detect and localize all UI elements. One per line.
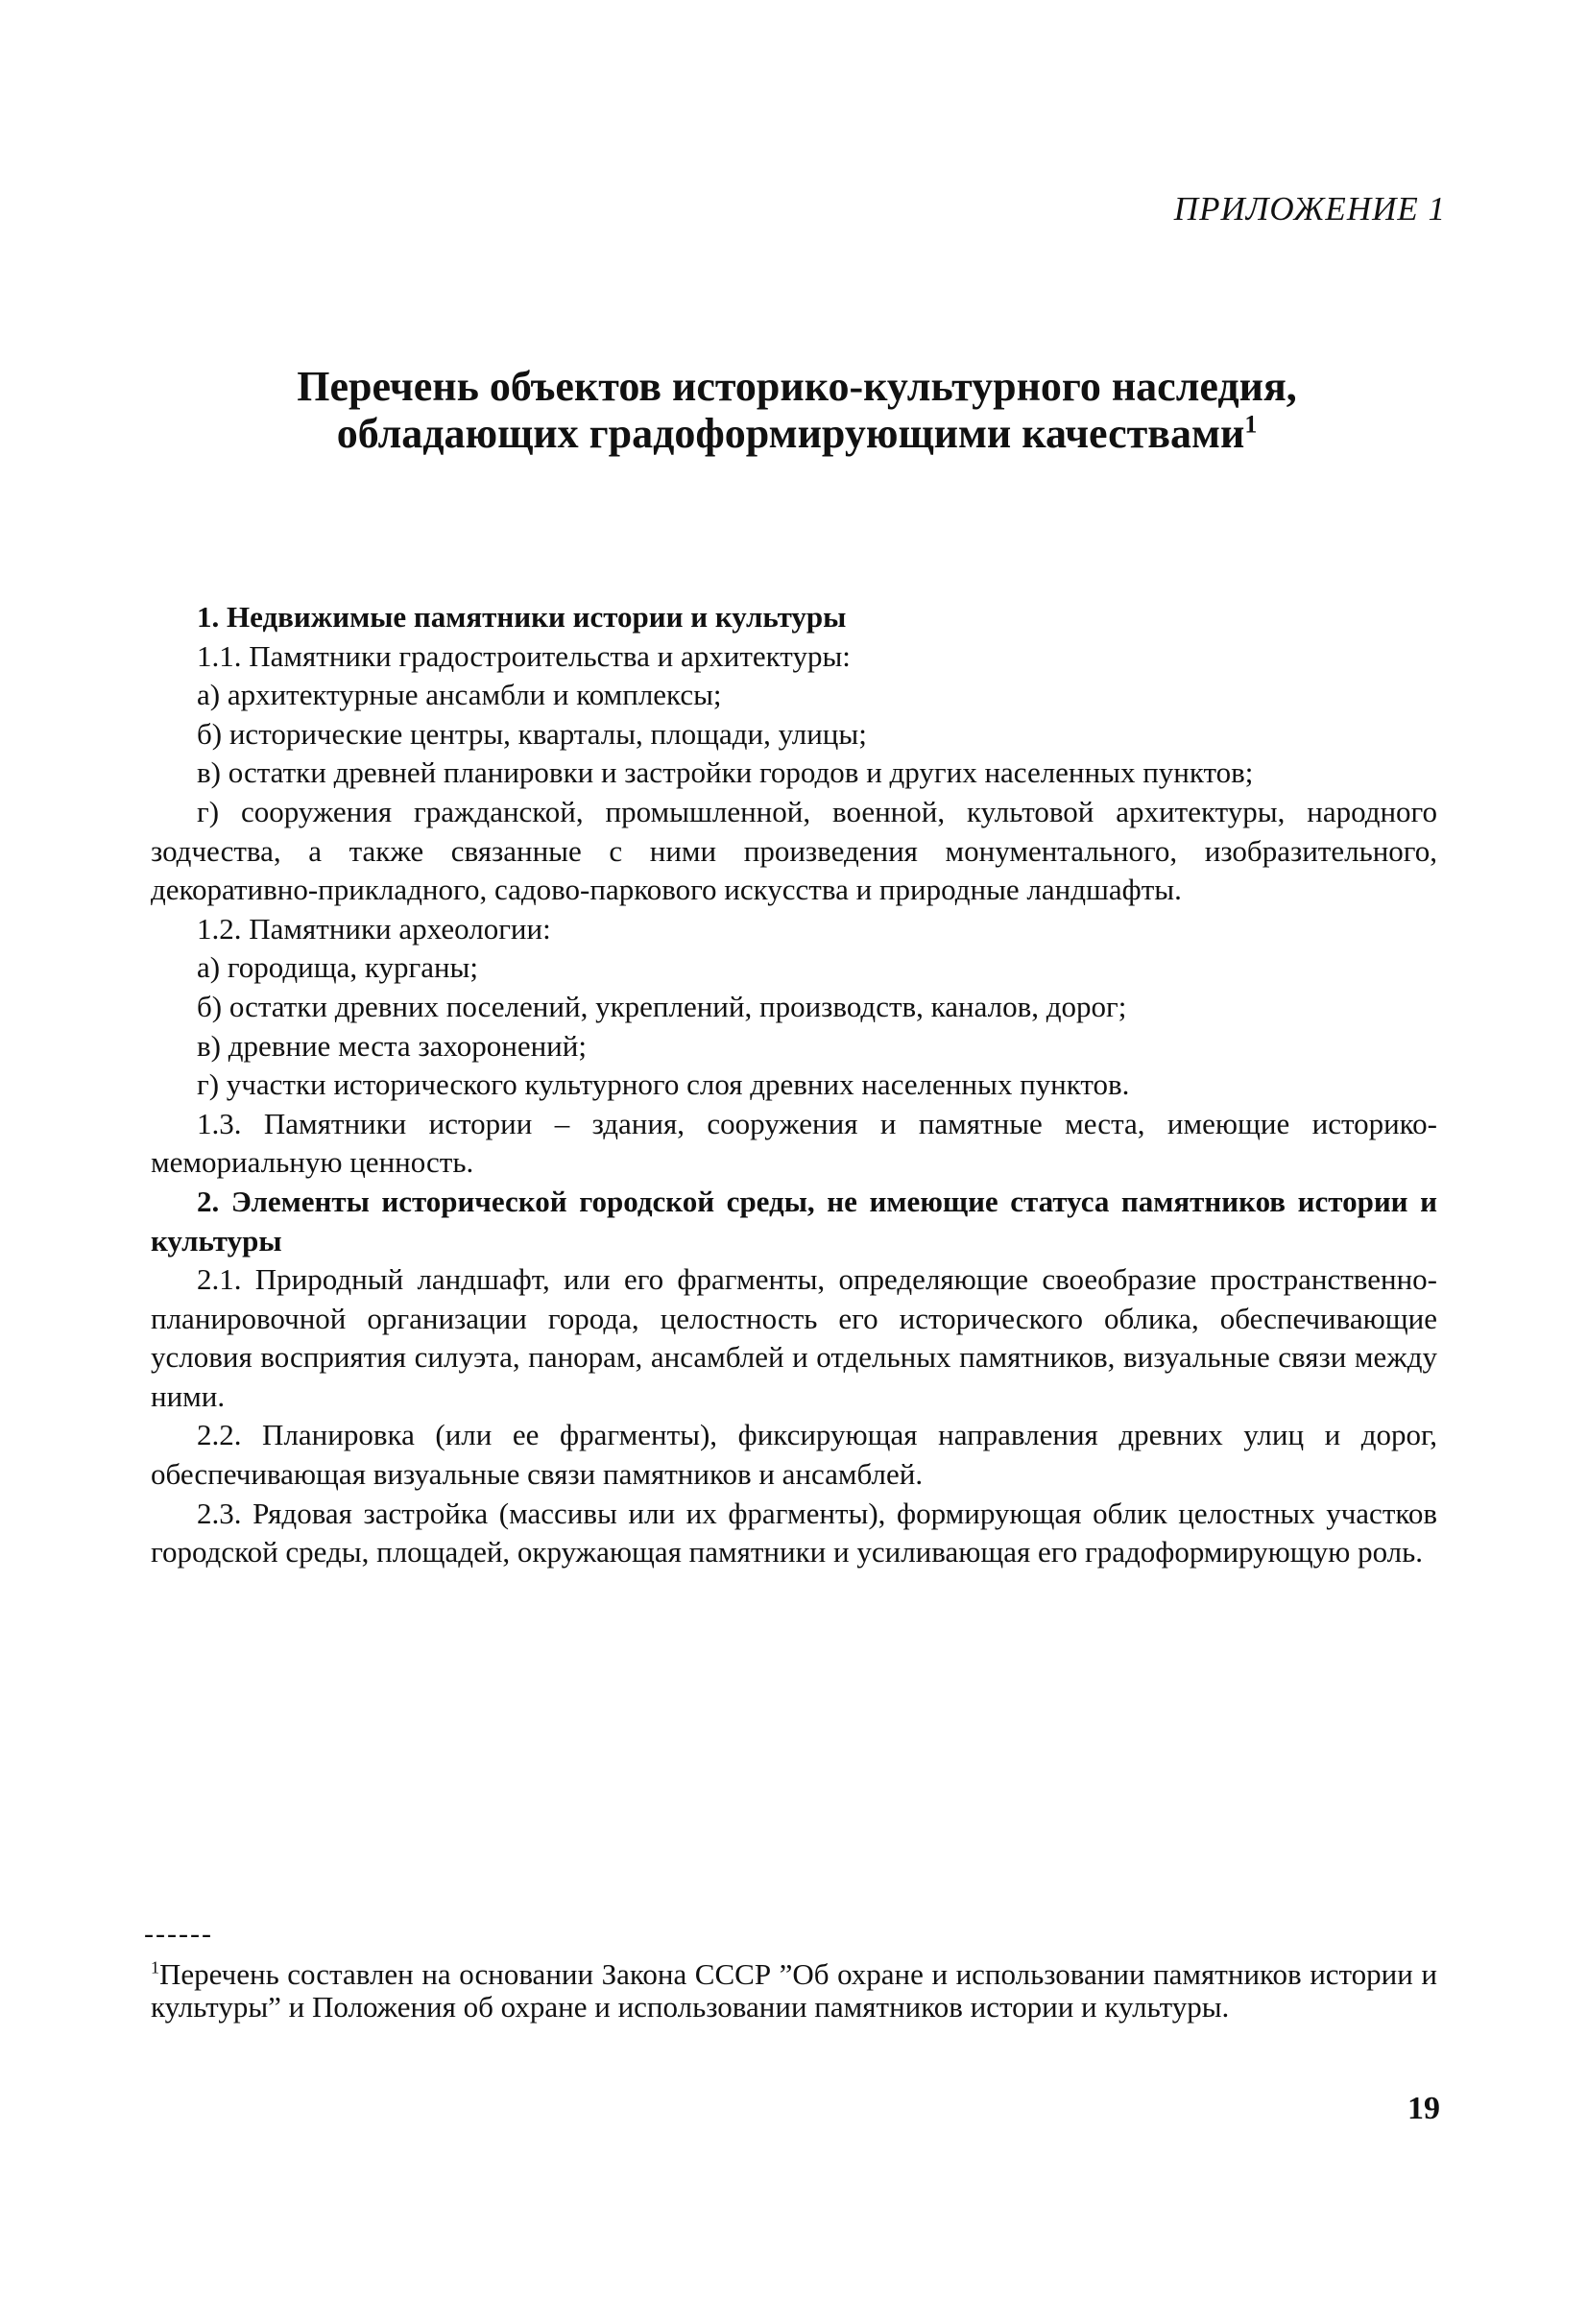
list-item: г) участки исторического культурного слоя древних населенных пунктов.: [197, 1067, 1130, 1102]
list-item: в) остатки древней планировки и застройки городов и других населенных пунктов;: [197, 755, 1254, 790]
footnote-mark: 1: [151, 1957, 159, 1977]
list-item: 2.3. Рядовая застройка (массивы или их фрагменты), формирующая облик целостных участков городской среды, площадей, окружающая памятники и усиливающая его градоформирующую роль.: [151, 1496, 1437, 1569]
footnote: [151, 1958, 1437, 2024]
document-body: [151, 598, 1437, 1572]
section-heading: 2. Элементы исторической городской среды, не имеющие статуса памятников истории и культуры: [151, 1184, 1437, 1258]
footnote-separator: ------: [144, 1918, 213, 1950]
list-item: 1.1. Памятники градостроительства и архитектуры:: [197, 638, 851, 673]
list-item: 1.3. Памятники истории – здания, сооружения и памятные места, имеющие историко-мемориальную ценность.: [151, 1106, 1437, 1180]
section-heading: 1. Недвижимые памятники истории и культуры: [197, 600, 847, 634]
list-item: 2.2. Планировка (или ее фрагменты), фиксирующая направления древних улиц и дорог, обеспечивающая визуальные связи памятников и ансамблей.: [151, 1418, 1437, 1492]
title-line-2: [192, 410, 1402, 457]
list-item: в) древние места захоронений;: [197, 1028, 587, 1063]
list-item: а) городища, курганы;: [197, 950, 479, 985]
list-item: б) исторические центры, кварталы, площади, улицы;: [197, 716, 867, 751]
title-footnote-mark: 1: [1244, 410, 1258, 439]
title-line-2-text: обладающих градоформирующими качествами: [336, 410, 1245, 457]
list-item: а) архитектурные ансамбли и комплексы;: [197, 678, 722, 712]
list-item: б) остатки древних поселений, укреплений, производств, каналов, дорог;: [197, 989, 1127, 1023]
page-title: [192, 363, 1402, 457]
appendix-label: ПРИЛОЖЕНИЕ 1: [1173, 190, 1446, 228]
title-line-1: Перечень объектов историко-культурного наследия,: [297, 363, 1297, 410]
list-item: г) сооружения гражданской, промышленной, военной, культовой архитектуры, народного зодчества, а также связанные с ними произведения монументального, изобразительного, декоративно-прикладного, садово-паркового искусства и природные ландшафты.: [151, 794, 1437, 907]
list-item: 2.1. Природный ландшафт, или его фрагменты, определяющие своеобразие пространственно-планировочной организации города, целостность его исторического облика, обеспечивающие условия восприятия силуэта, панорам, ансамблей и отдельных памятников, визуальные связи между ними.: [151, 1262, 1437, 1413]
list-item: 1.2. Памятники археологии:: [197, 911, 551, 946]
footnote-text: Перечень составлен на основании Закона СССР ”Об охране и использовании памятников истории и культуры” и Положения об охране и использовании памятников истории и культуры.: [151, 1957, 1437, 2024]
page-number: 19: [1407, 2091, 1440, 2126]
